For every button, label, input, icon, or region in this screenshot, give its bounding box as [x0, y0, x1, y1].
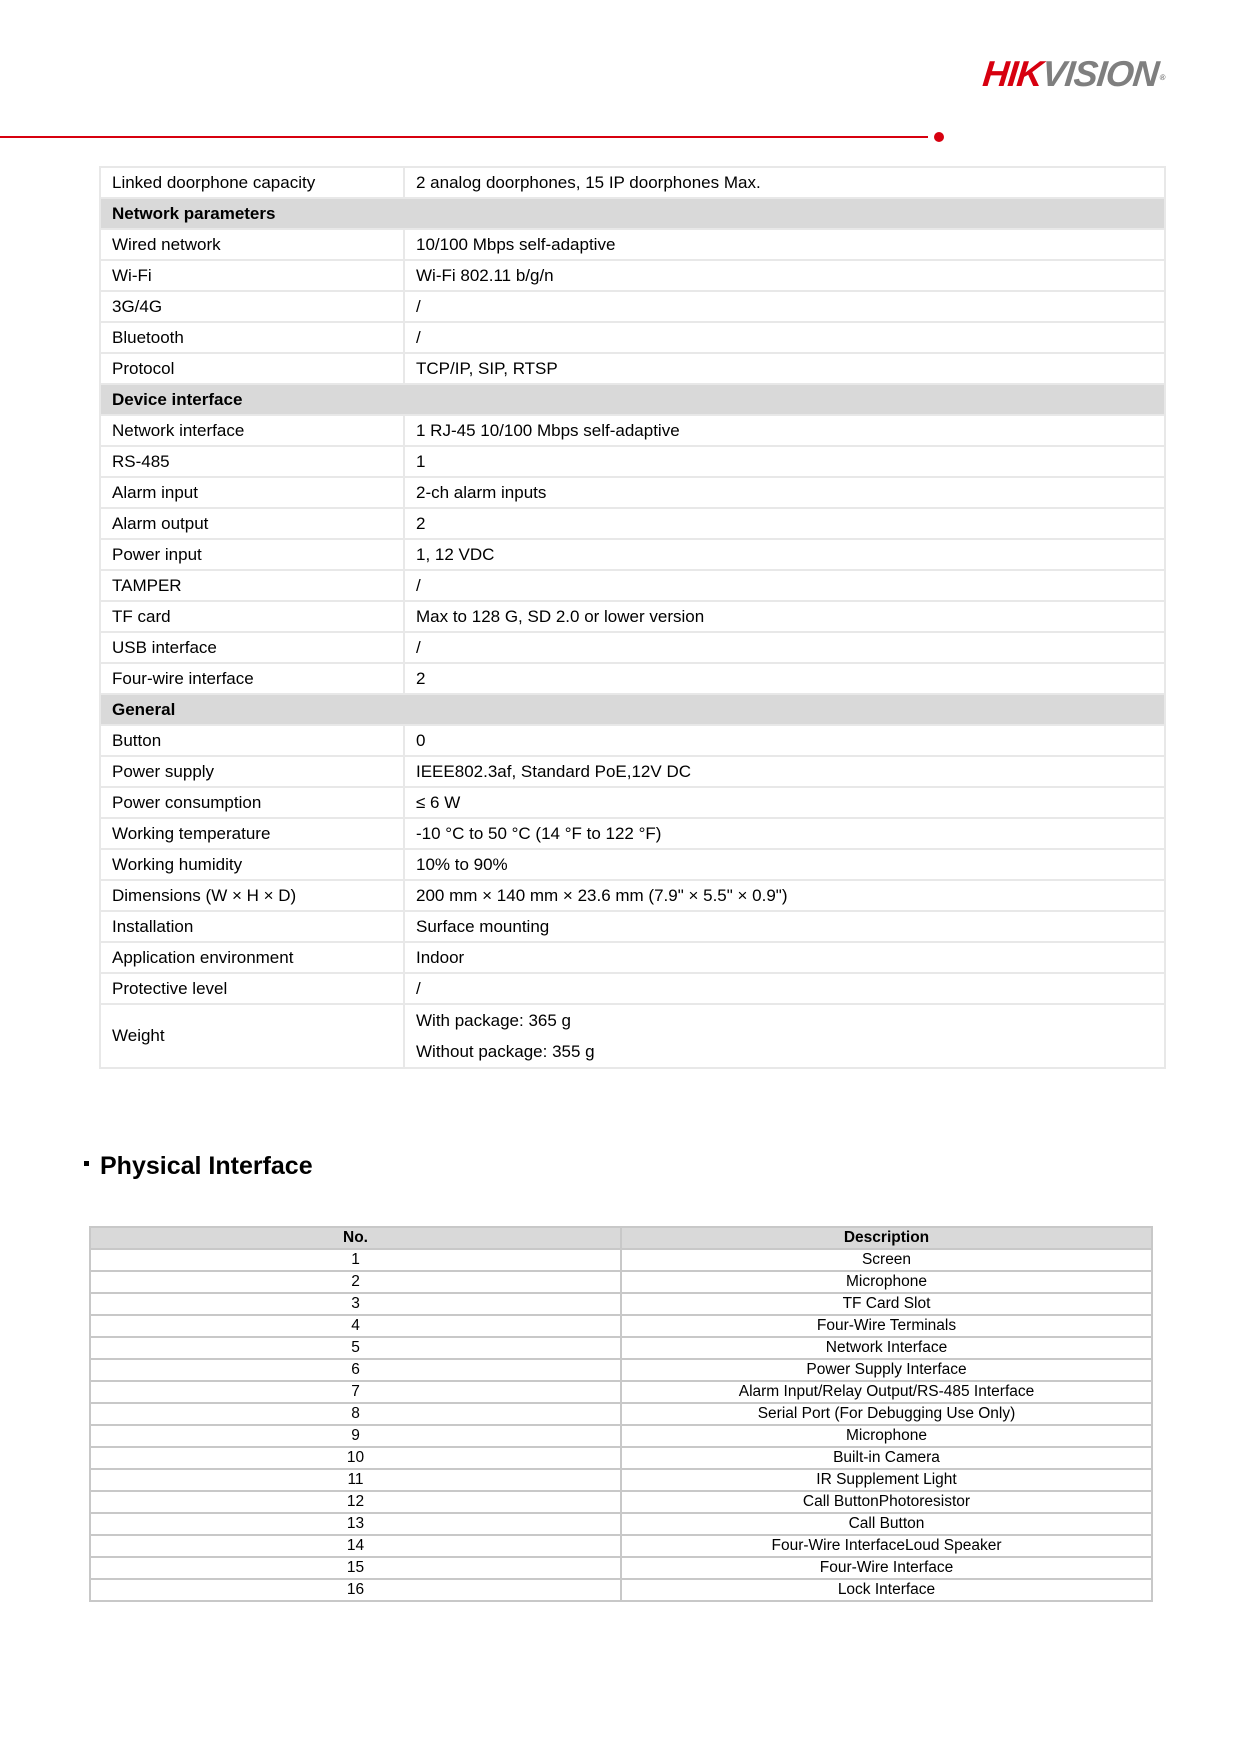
spec-label: Power input: [100, 539, 404, 570]
spec-label: TAMPER: [100, 570, 404, 601]
interface-description: Power Supply Interface: [621, 1359, 1152, 1381]
interface-number: 5: [90, 1337, 621, 1359]
table-row: [90, 1315, 1152, 1337]
spec-value: Max to 128 G, SD 2.0 or lower version: [404, 601, 1165, 632]
interface-number: 12: [90, 1491, 621, 1513]
spec-label: Wi-Fi: [100, 260, 404, 291]
spec-value: 1, 12 VDC: [404, 539, 1165, 570]
spec-value-line: Without package: 355 g: [416, 1042, 595, 1061]
spec-value: /: [404, 632, 1165, 663]
table-row: [90, 1293, 1152, 1315]
spec-value: IEEE802.3af, Standard PoE,12V DC: [404, 756, 1165, 787]
table-header-row: [90, 1227, 1152, 1249]
interface-number: 16: [90, 1579, 621, 1601]
spec-row: [100, 787, 1165, 818]
spec-row: [100, 415, 1165, 446]
spec-value: /: [404, 973, 1165, 1004]
interface-description: Serial Port (For Debugging Use Only): [621, 1403, 1152, 1425]
spec-label: Linked doorphone capacity: [100, 167, 404, 198]
interface-number: 15: [90, 1557, 621, 1579]
interface-description: Call ButtonPhotoresistor: [621, 1491, 1152, 1513]
spec-row: [100, 570, 1165, 601]
physical-interface-table-body: [90, 1249, 1152, 1601]
spec-value-line: With package: 365 g: [416, 1011, 571, 1030]
spec-label: Protective level: [100, 973, 404, 1004]
spec-label: Working temperature: [100, 818, 404, 849]
spec-value: 2 analog doorphones, 15 IP doorphones Max.: [404, 167, 1165, 198]
spec-value: 10% to 90%: [404, 849, 1165, 880]
interface-description: TF Card Slot: [621, 1293, 1152, 1315]
physical-interface-table: [89, 1226, 1153, 1602]
column-header-no: No.: [90, 1227, 621, 1249]
table-row: [90, 1425, 1152, 1447]
interface-description: Four-Wire InterfaceLoud Speaker: [621, 1535, 1152, 1557]
table-row: [90, 1469, 1152, 1491]
table-row: [90, 1557, 1152, 1579]
spec-label: Alarm input: [100, 477, 404, 508]
spec-value: 2: [404, 663, 1165, 694]
table-row: [90, 1359, 1152, 1381]
spec-row: [100, 849, 1165, 880]
section-heading-physical-interface: [84, 1152, 313, 1181]
spec-label: Network interface: [100, 415, 404, 446]
spec-row: [100, 880, 1165, 911]
table-row: [90, 1535, 1152, 1557]
spec-value: 0: [404, 725, 1165, 756]
spec-value: /: [404, 570, 1165, 601]
spec-label: Weight: [100, 1004, 404, 1068]
column-header-description: Description: [621, 1227, 1152, 1249]
spec-row: [100, 260, 1165, 291]
table-row: [90, 1579, 1152, 1601]
spec-row: [100, 663, 1165, 694]
spec-label: Button: [100, 725, 404, 756]
spec-label: Dimensions (W × H × D): [100, 880, 404, 911]
interface-number: 4: [90, 1315, 621, 1337]
spec-value: ≤ 6 W: [404, 787, 1165, 818]
interface-number: 14: [90, 1535, 621, 1557]
spec-value: -10 °C to 50 °C (14 °F to 122 °F): [404, 818, 1165, 849]
interface-number: 7: [90, 1381, 621, 1403]
interface-description: Call Button: [621, 1513, 1152, 1535]
spec-value: 2: [404, 508, 1165, 539]
spec-value: /: [404, 291, 1165, 322]
hikvision-logo: [981, 54, 1167, 94]
spec-label: Application environment: [100, 942, 404, 973]
spec-value: 200 mm × 140 mm × 23.6 mm (7.9" × 5.5" × 0.9"): [404, 880, 1165, 911]
spec-row: [100, 632, 1165, 663]
spec-label: TF card: [100, 601, 404, 632]
spec-value: 2-ch alarm inputs: [404, 477, 1165, 508]
interface-description: IR Supplement Light: [621, 1469, 1152, 1491]
spec-label: USB interface: [100, 632, 404, 663]
spec-label: Alarm output: [100, 508, 404, 539]
spec-value: Wi-Fi 802.11 b/g/n: [404, 260, 1165, 291]
interface-description: Built-in Camera: [621, 1447, 1152, 1469]
section-header-row: [100, 694, 1165, 725]
spec-row: [100, 167, 1165, 198]
interface-description: Lock Interface: [621, 1579, 1152, 1601]
spec-row: [100, 291, 1165, 322]
table-row: [90, 1403, 1152, 1425]
spec-label: RS-485: [100, 446, 404, 477]
spec-row: [100, 1004, 1165, 1068]
spec-row: [100, 942, 1165, 973]
spec-value: 10/100 Mbps self-adaptive: [404, 229, 1165, 260]
specification-table-body: [100, 167, 1165, 1068]
spec-value: Surface mounting: [404, 911, 1165, 942]
spec-value: 1 RJ-45 10/100 Mbps self-adaptive: [404, 415, 1165, 446]
interface-description: Microphone: [621, 1425, 1152, 1447]
table-row: [90, 1447, 1152, 1469]
interface-number: 1: [90, 1249, 621, 1271]
spec-row: [100, 601, 1165, 632]
logo-part-vision: VISION: [1039, 53, 1161, 94]
table-row: [90, 1271, 1152, 1293]
spec-row: [100, 477, 1165, 508]
interface-number: 6: [90, 1359, 621, 1381]
spec-label: Protocol: [100, 353, 404, 384]
spec-row: [100, 229, 1165, 260]
spec-label: 3G/4G: [100, 291, 404, 322]
spec-label: Four-wire interface: [100, 663, 404, 694]
spec-label: Working humidity: [100, 849, 404, 880]
spec-row: [100, 508, 1165, 539]
spec-row: [100, 911, 1165, 942]
section-header: Network parameters: [100, 198, 1165, 229]
logo-part-hik: HIK: [980, 53, 1045, 94]
spec-row: [100, 353, 1165, 384]
spec-label: Wired network: [100, 229, 404, 260]
spec-row: [100, 756, 1165, 787]
interface-number: 10: [90, 1447, 621, 1469]
spec-value: TCP/IP, SIP, RTSP: [404, 353, 1165, 384]
table-row: [90, 1337, 1152, 1359]
spec-value: [404, 1004, 1165, 1068]
section-header: Device interface: [100, 384, 1165, 415]
section-header: General: [100, 694, 1165, 725]
spec-label: Bluetooth: [100, 322, 404, 353]
spec-row: [100, 725, 1165, 756]
spec-value: /: [404, 322, 1165, 353]
table-row: [90, 1381, 1152, 1403]
spec-value: Indoor: [404, 942, 1165, 973]
interface-description: Screen: [621, 1249, 1152, 1271]
specification-table: [99, 166, 1166, 1069]
interface-description: Microphone: [621, 1271, 1152, 1293]
table-row: [90, 1249, 1152, 1271]
section-header-row: [100, 198, 1165, 229]
interface-description: Alarm Input/Relay Output/RS-485 Interface: [621, 1381, 1152, 1403]
interface-number: 11: [90, 1469, 621, 1491]
spec-row: [100, 973, 1165, 1004]
interface-number: 3: [90, 1293, 621, 1315]
interface-number: 8: [90, 1403, 621, 1425]
spec-row: [100, 322, 1165, 353]
header-divider-dot: [934, 132, 944, 142]
spec-label: Power consumption: [100, 787, 404, 818]
table-row: [90, 1513, 1152, 1535]
interface-description: Four-Wire Interface: [621, 1557, 1152, 1579]
interface-number: 13: [90, 1513, 621, 1535]
interface-description: Network Interface: [621, 1337, 1152, 1359]
spec-row: [100, 818, 1165, 849]
spec-label: Power supply: [100, 756, 404, 787]
spec-row: [100, 446, 1165, 477]
section-heading-text: Physical Interface: [100, 1152, 313, 1180]
interface-number: 9: [90, 1425, 621, 1447]
interface-number: 2: [90, 1271, 621, 1293]
section-header-row: [100, 384, 1165, 415]
bullet-icon: [84, 1161, 89, 1166]
interface-description: Four-Wire Terminals: [621, 1315, 1152, 1337]
header-divider-line: [0, 136, 928, 138]
spec-label: Installation: [100, 911, 404, 942]
table-row: [90, 1491, 1152, 1513]
registered-mark: ®: [1159, 73, 1166, 82]
spec-row: [100, 539, 1165, 570]
spec-value: 1: [404, 446, 1165, 477]
